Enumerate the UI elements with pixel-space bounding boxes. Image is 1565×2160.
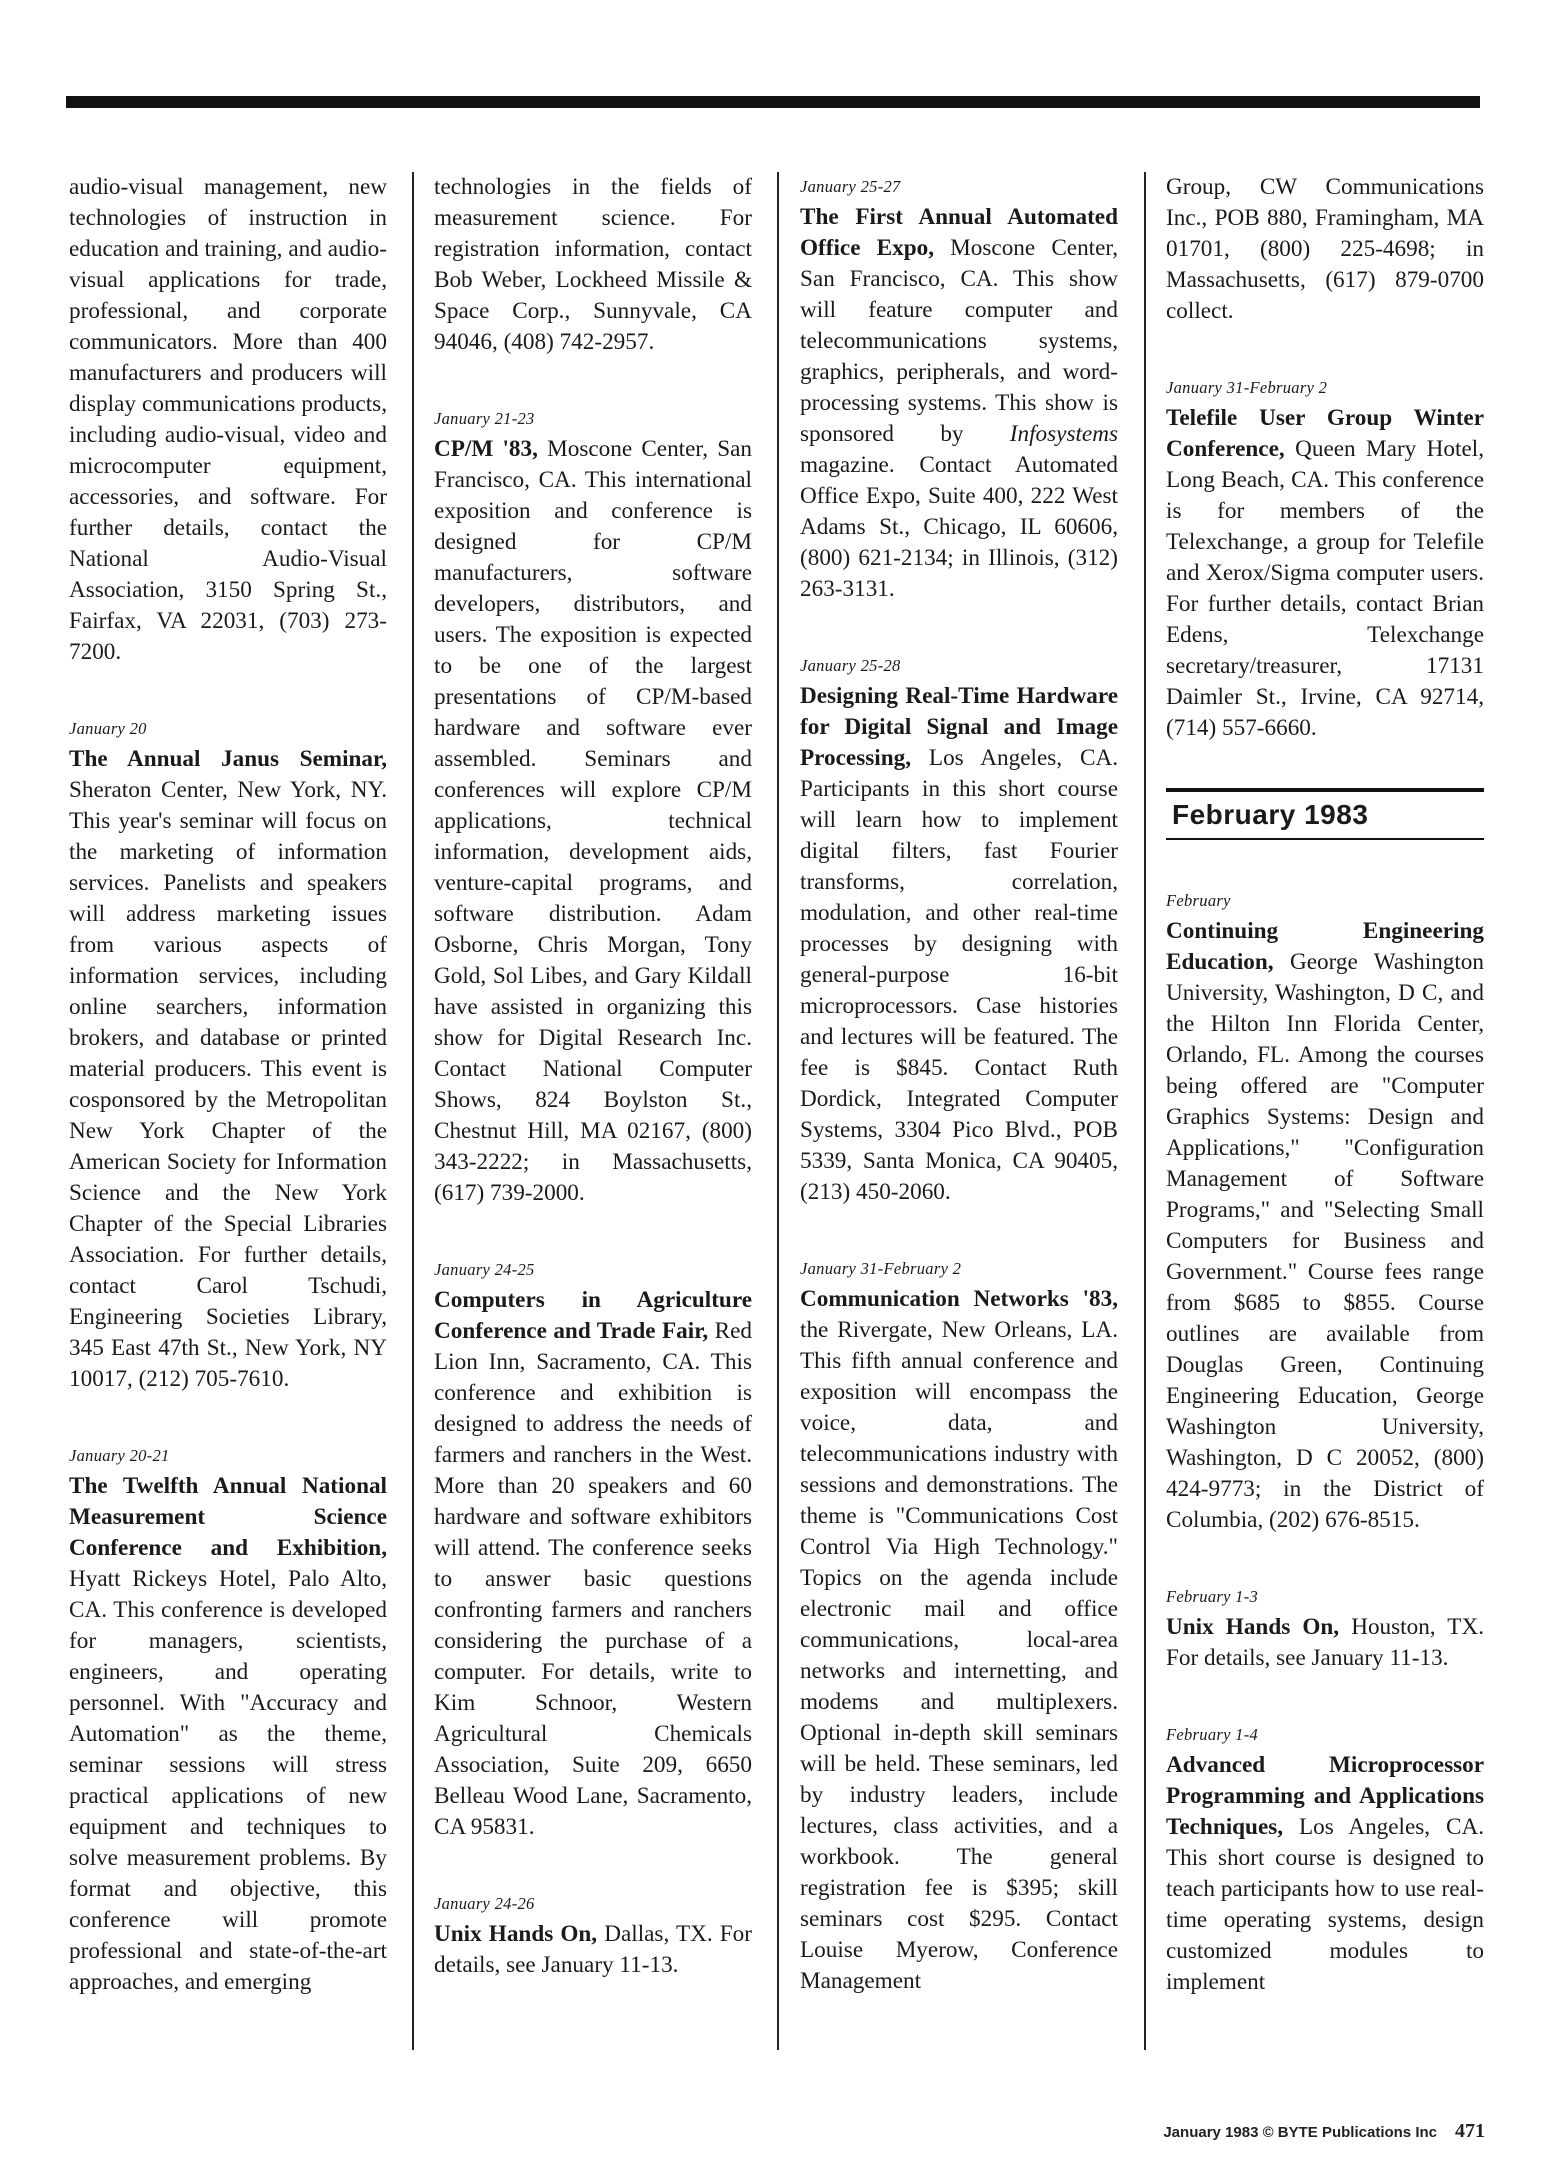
top-rule — [66, 96, 1480, 108]
event-text: audio-visual management, new technologies of instruction in education and training, and audio-visual applications for trade, professional, and corporate communicators. More than 400 manufacturers and producers will display communications products, including audio-visual, video and microcomputer equipment, accessories, and software. For further details, contact the National Audio-Visual Association, 3150 Spring St., Fairfax, VA 22031, (703) 273-7200. — [69, 174, 387, 665]
event-name: Unix Hands On, — [434, 1921, 598, 1947]
event-entry — [1166, 172, 1484, 327]
event-text: Los Angeles, CA. Participants in this short course will learn how to implement digital filters, fast Fourier transforms, correlation, modulation, and other real-time processes by designing with general-purpose 16-bit microprocessors. Case histories and lectures will be featured. The fee is $845. Contact Ruth Dordick, Integrated Computer Systems, 3304 Pico Blvd., POB 5339, Santa Monica, CA 90405, (213) 450-2060. — [800, 745, 1118, 1205]
footer-credit: January 1983 © BYTE Publications Inc — [1163, 2124, 1437, 2141]
column-divider — [777, 172, 779, 2050]
event-date: January 24-26 — [434, 1894, 535, 1913]
event-date: January 20 — [69, 719, 147, 738]
month-heading: February 1983 — [1166, 788, 1484, 840]
event-text: the Rivergate, New Orleans, LA. This fifth annual conference and exposition will encompass the voice, data, and telecommunications industry with sessions and demonstrations. The theme is "Communications Cost Control Via High Technology." Topics on the agenda include electronic mail and office communications, local-area networks and internetting, and modems and multiplexers. Optional in-depth skill seminars will be held. These seminars, led by industry leaders, include lectures, class activities, and a workbook. The general registration fee is $395; skill seminars cost $295. Contact Louise Myerow, Conference Management — [800, 1317, 1118, 1994]
event-date: February — [1166, 891, 1231, 910]
event-text: magazine. Contact Automated Office Expo, Suite 400, 222 West Adams St., Chicago, IL 60606, (800) 621-2134; in Illinois, (312) 263-3131. — [800, 452, 1118, 602]
event-text: Hyatt Rickeys Hotel, Palo Alto, CA. This conference is developed for managers, scientists, engineers, and operating personnel. With "Accuracy and Automation" as the theme, seminar sessions will stress practical applications of new equipment and techniques to solve measurement problems. By format and objective, this conference will promote professional and state-of-the-art approaches, and emerging — [69, 1566, 387, 1995]
event-name: Unix Hands On, — [1166, 1614, 1340, 1640]
event-text: Moscone Center, San Francisco, CA. This international exposition and conference is designed for CP/M manufacturers, software developers, distributors, and users. The exposition is expected to be one of the largest presentations of CP/M-based hardware and software ever assembled. Seminars and conferences will explore CP/M applications, technical information, development aids, venture-capital programs, and software distribution. Adam Osborne, Chris Morgan, Tony Gold, Sol Libes, and Gary Kildall have assisted in organizing this show for Digital Research Inc. Contact National Computer Shows, 824 Boylston St., Chestnut Hill, MA 02167, (800) 343-2222; in Massachusetts, (617) 739-2000. — [434, 436, 752, 1206]
column-1 — [69, 172, 387, 1998]
event-date: January 25-28 — [800, 656, 901, 675]
event-entry — [434, 404, 752, 1209]
event-entry — [434, 172, 752, 358]
column-divider — [1144, 172, 1146, 2050]
event-text: Dallas, TX. For details, see January 11-13. — [434, 1921, 752, 1978]
column-3 — [800, 172, 1118, 1997]
event-name: Designing Real-Time Hardware for Digital Signal and Image Processing, — [800, 683, 1118, 771]
event-text: technologies in the fields of measurement science. For registration information, contact Bob Weber, Lockheed Missile & Space Corp., Sunnyvale, CA 94046, (408) 742-2957. — [434, 174, 752, 355]
event-entry — [69, 1441, 387, 1998]
magazine-title: Infosystems — [1009, 421, 1118, 447]
column-4 — [1166, 172, 1484, 1998]
event-entry — [434, 1255, 752, 1843]
event-text: Queen Mary Hotel, Long Beach, CA. This conference is for members of the Telexchange, a group for Telefile and Xerox/Sigma computer users. For further details, contact Brian Edens, Telexchange secretary/treasurer, 17131 Daimler St., Irvine, CA 92714, (714) 557-6660. — [1166, 436, 1484, 741]
event-name: Communication Networks '83, — [800, 1286, 1118, 1312]
page-number: 471 — [1455, 2120, 1485, 2142]
event-date: February 1-3 — [1166, 1587, 1259, 1606]
event-name: Computers in Agriculture Conference and Trade Fair, — [434, 1287, 752, 1344]
event-text: Sheraton Center, New York, NY. This year's seminar will focus on the marketing of information services. Panelists and speakers will address marketing issues from various aspects of information services, including online searchers, information brokers, and database or printed material producers. This event is cosponsored by the Metropolitan New York Chapter of the American Society for Information Science and the New York Chapter of the Special Libraries Association. For further details, contact Carol Tschudi, Engineering Societies Library, 345 East 47th St., New York, NY 10017, (212) 705-7610. — [69, 777, 387, 1392]
event-date: February 1-4 — [1166, 1725, 1259, 1744]
event-entry — [1166, 886, 1484, 1536]
event-text: Houston, TX. For details, see January 11-13. — [1166, 1614, 1484, 1671]
event-date: January 31-February 2 — [800, 1259, 962, 1278]
event-entry — [434, 1889, 752, 1981]
event-text: Moscone Center, San Francisco, CA. This show will feature computer and telecommunications systems, graphics, peripherals, and word-processing systems. This show is sponsored by — [800, 235, 1118, 447]
event-entry — [1166, 1582, 1484, 1674]
event-entry — [800, 1254, 1118, 1997]
page-footer — [1163, 2120, 1485, 2143]
event-date: January 31-February 2 — [1166, 378, 1328, 397]
event-entry — [800, 651, 1118, 1208]
event-date: January 24-25 — [434, 1260, 535, 1279]
event-date: January 20-21 — [69, 1446, 170, 1465]
event-text: Group, CW Communications Inc., POB 880, Framingham, MA 01701, (800) 225-4698; in Massachusetts, (617) 879-0700 collect. — [1166, 174, 1484, 324]
event-name: CP/M '83, — [434, 436, 538, 462]
event-name: Telefile User Group Winter Conference, — [1166, 405, 1484, 462]
column-2 — [434, 172, 752, 1981]
event-name: The First Annual Automated Office Expo, — [800, 204, 1118, 261]
event-text: Red Lion Inn, Sacramento, CA. This conference and exhibition is designed to address the needs of farmers and ranchers in the West. More than 20 speakers and 60 hardware and software exhibitors will attend. The conference seeks to answer basic questions confronting farmers and ranchers considering the purchase of a computer. For details, write to Kim Schnoor, Western Agricultural Chemicals Association, Suite 209, 6650 Belleau Wood Lane, Sacramento, CA 95831. — [434, 1318, 752, 1840]
event-name: The Annual Janus Seminar, — [69, 746, 387, 772]
event-name: Advanced Microprocessor Programming and Applications Techniques, — [1166, 1752, 1484, 1840]
event-entry — [1166, 1720, 1484, 1998]
event-name: Continuing Engineering Education, — [1166, 918, 1484, 975]
event-date: January 25-27 — [800, 177, 901, 196]
column-divider — [412, 172, 414, 2050]
event-text: Los Angeles, CA. This short course is designed to teach participants how to use real-time operating systems, design customized modules to implement — [1166, 1814, 1484, 1995]
event-entry — [1166, 373, 1484, 744]
event-entry — [69, 172, 387, 668]
event-entry — [69, 714, 387, 1395]
event-entry — [800, 172, 1118, 605]
event-date: January 21-23 — [434, 409, 535, 428]
event-text: George Washington University, Washington, D C, and the Hilton Inn Florida Center, Orlando, FL. Among the courses being offered are "Computer Graphics Systems: Design and Applications," "Configuration Management of Software Programs," and "Selecting Small Computers for Business and Government." Course fees range from $685 to $855. Course outlines are available from Douglas Green, Continuing Engineering Education, George Washington University, Washington, D C 20052, (800) 424-9773; in the District of Columbia, (202) 676-8515. — [1166, 949, 1484, 1533]
event-name: The Twelfth Annual National Measurement Science Conference and Exhibition, — [69, 1473, 387, 1561]
